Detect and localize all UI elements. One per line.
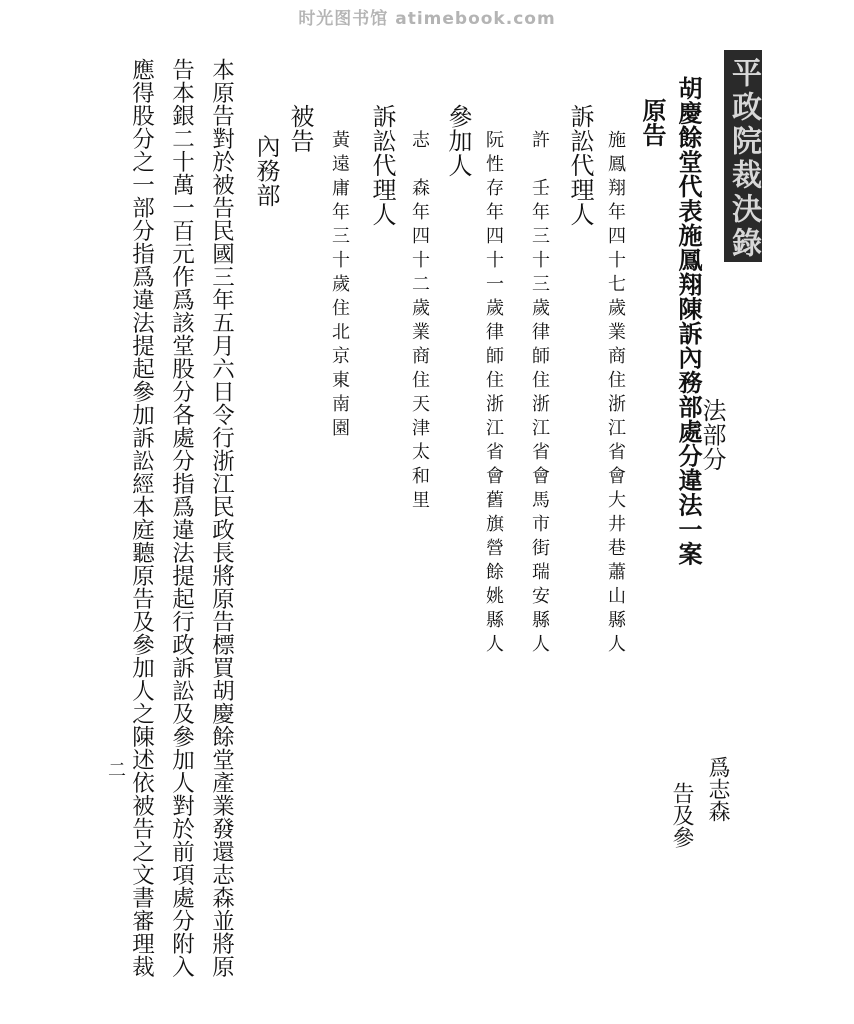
defendant-label: 被告: [286, 104, 314, 153]
case-title-line1: 法部分: [698, 398, 726, 472]
intervenor-agent-entry: 黃遠庸年三十歲住北京東南園: [329, 130, 350, 442]
defendant-entry: 內務部: [252, 134, 280, 208]
side-note-1: 爲志森: [705, 756, 730, 822]
plaintiff-agent-label: 訴訟代理人: [566, 104, 594, 227]
watermark: 时光图书馆 atimebook.com: [298, 9, 556, 29]
plaintiff-label: 原告: [638, 98, 667, 147]
case-title-line2: 胡慶餘堂代表施鳳翔陳訴內務部處分違法一案: [674, 76, 703, 566]
body-line-1: 本原告對於被告民國三年五月六日令行浙江民政長將原告標買胡慶餘堂產業發還志森並將原: [208, 58, 235, 978]
plaintiff-entry: 施鳳翔年四十七歲業商住浙江省會大井巷蕭山縣人: [605, 130, 626, 658]
section-heading: 平政院裁決錄: [724, 50, 762, 262]
body-line-2: 告本銀二十萬一百元作爲該堂股分各處分指爲違法提起行政訴訟及參加人對於前項處分附入: [168, 58, 195, 978]
body-line-3: 應得股分之一部分指爲違法提起參加訴訟經本庭聽原告及參加人之陳述依被告之文書審理裁: [128, 58, 155, 978]
page-number: 二: [105, 760, 126, 778]
intervenor-entry: 志 森年四十二歲業商住天津太和里: [409, 130, 430, 514]
plaintiff-agent-2: 阮性存年四十一歲律師住浙江省會舊旗營餘姚縣人: [483, 130, 504, 658]
side-note-2: 告及參: [669, 782, 694, 848]
plaintiff-agent-1: 許 壬年三十三歲律師住浙江省會馬市街瑞安縣人: [529, 130, 550, 658]
intervenor-agent-label: 訴訟代理人: [368, 104, 396, 227]
intervenor-label: 參加人: [444, 104, 472, 178]
